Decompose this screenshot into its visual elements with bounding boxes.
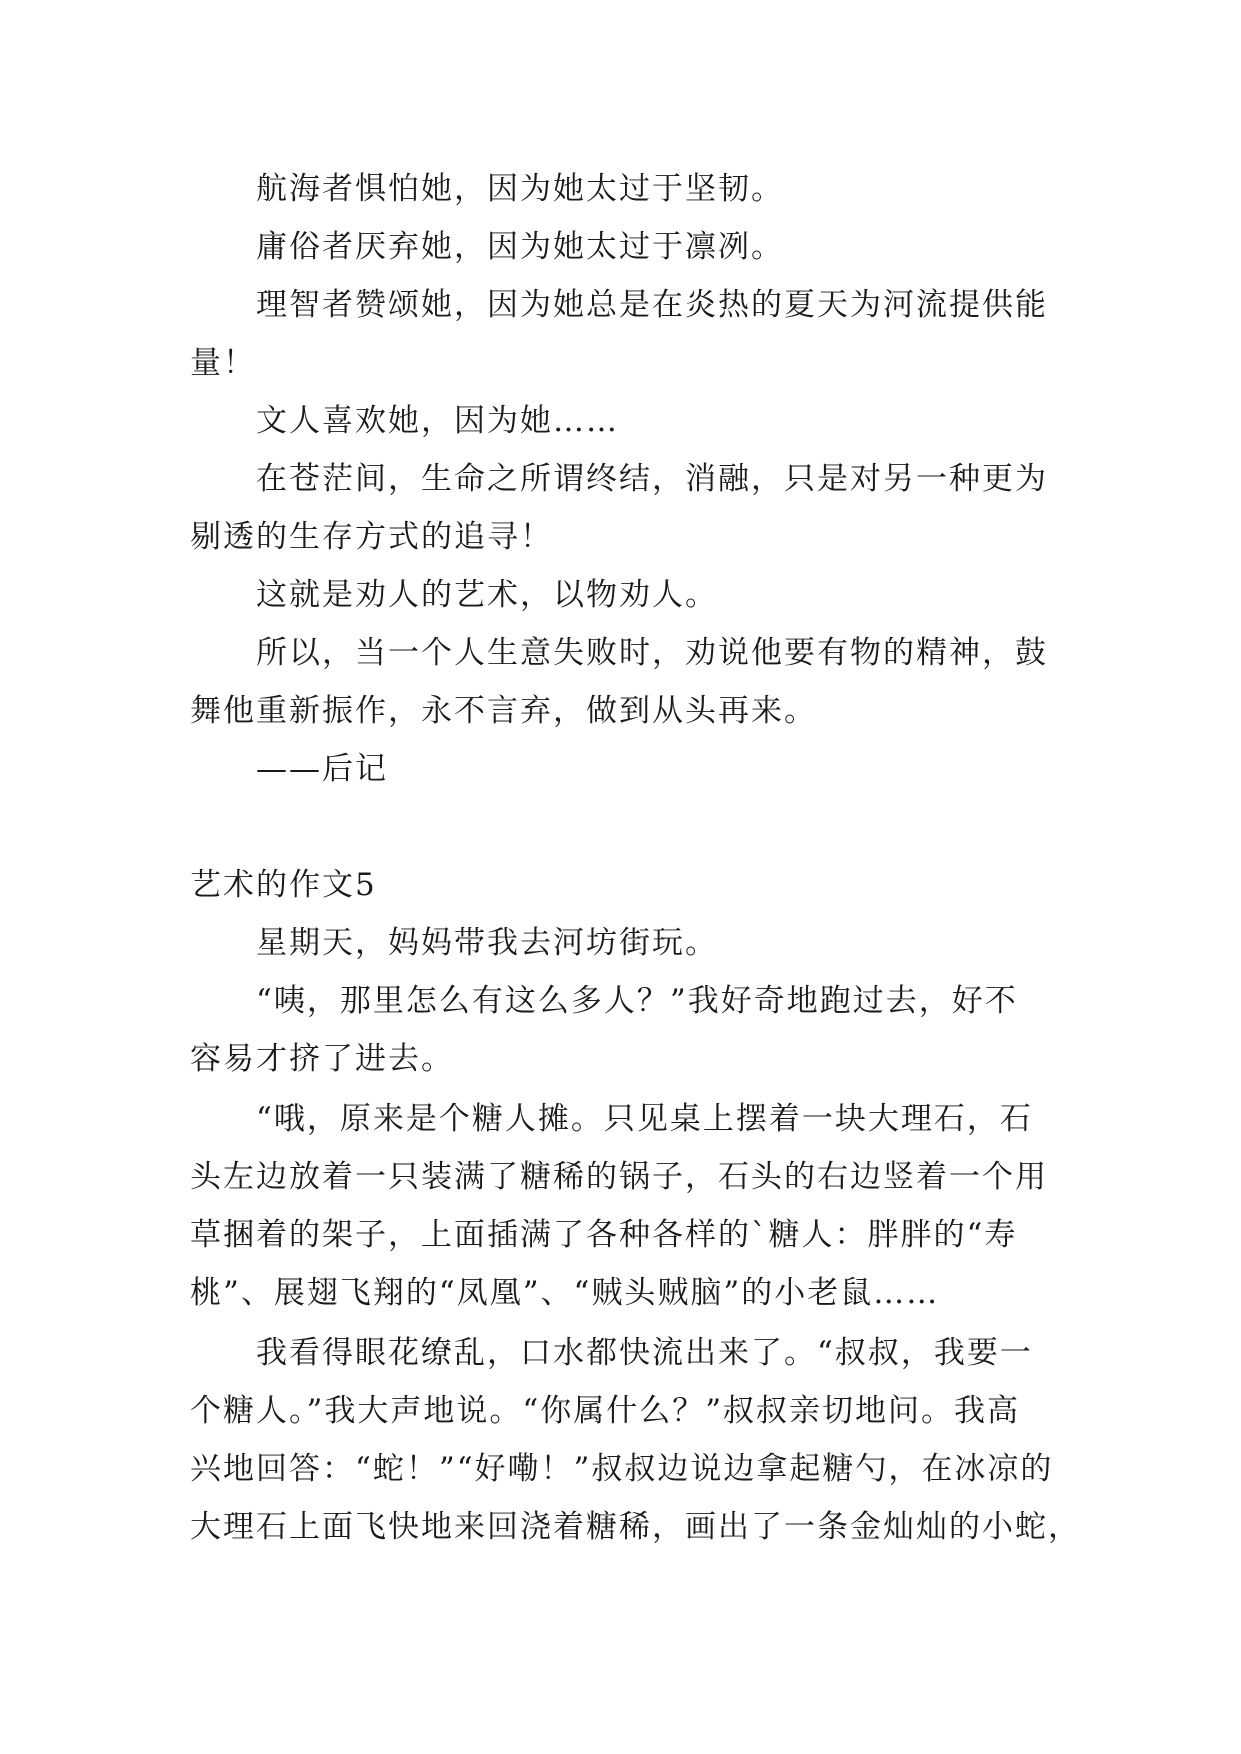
paragraph-line: 容易才挤了进去。 <box>190 1041 454 1077</box>
paragraph-line: “咦，那里怎么有这么多人？”我好奇地跑过去，好不 <box>256 983 1018 1019</box>
paragraph-line: 量！ <box>190 345 256 381</box>
afterword-signature: ——后记 <box>256 751 388 787</box>
paragraph-line: 这就是劝人的艺术，以物劝人。 <box>256 577 718 613</box>
paragraph-line: 兴地回答：“蛇！”“好嘞！”叔叔边说边拿起糖勺，在冰凉的 <box>190 1451 1054 1487</box>
paragraph-line: 在苍茫间，生命之所谓终结，消融，只是对另一种更为 <box>256 461 1048 497</box>
paragraph-line: 大理石上面飞快地来回浇着糖稀，画出了一条金灿灿的小蛇， <box>190 1509 1081 1545</box>
paragraph-line: 个糖人。”我大声地说。“你属什么？”叔叔亲切地问。我高 <box>190 1393 1021 1429</box>
paragraph-line: 头左边放着一只装满了糖稀的锅子，石头的右边竖着一个用 <box>190 1159 1048 1195</box>
paragraph-line: 星期天，妈妈带我去河坊街玩。 <box>256 925 718 961</box>
paragraph-line: “哦，原来是个糖人摊。只见桌上摆着一块大理石，石 <box>256 1101 1033 1137</box>
paragraph-line: 庸俗者厌弃她，因为她太过于凛冽。 <box>256 229 784 265</box>
paragraph-line: 舞他重新振作，永不言弃，做到从头再来。 <box>190 693 817 729</box>
paragraph-line: 所以，当一个人生意失败时，劝说他要有物的精神，鼓 <box>256 635 1048 671</box>
paragraph-line: 我看得眼花缭乱，口水都快流出来了。“叔叔，我要一 <box>256 1335 1033 1371</box>
paragraph-line: 草捆着的架子，上面插满了各种各样的`糖人：胖胖的“寿 <box>190 1217 1018 1253</box>
paragraph-line: 剔透的生存方式的追寻！ <box>190 519 553 555</box>
section-heading: 艺术的作文5 <box>190 867 377 903</box>
paragraph-line: 文人喜欢她，因为她…… <box>256 403 619 439</box>
paragraph-line: 航海者惧怕她，因为她太过于坚韧。 <box>256 171 784 207</box>
paragraph-line: 理智者赞颂她，因为她总是在炎热的夏天为河流提供能 <box>256 287 1048 323</box>
paragraph-line: 桃”、展翅飞翔的“凤凰”、“贼头贼脑”的小老鼠…… <box>190 1275 940 1311</box>
